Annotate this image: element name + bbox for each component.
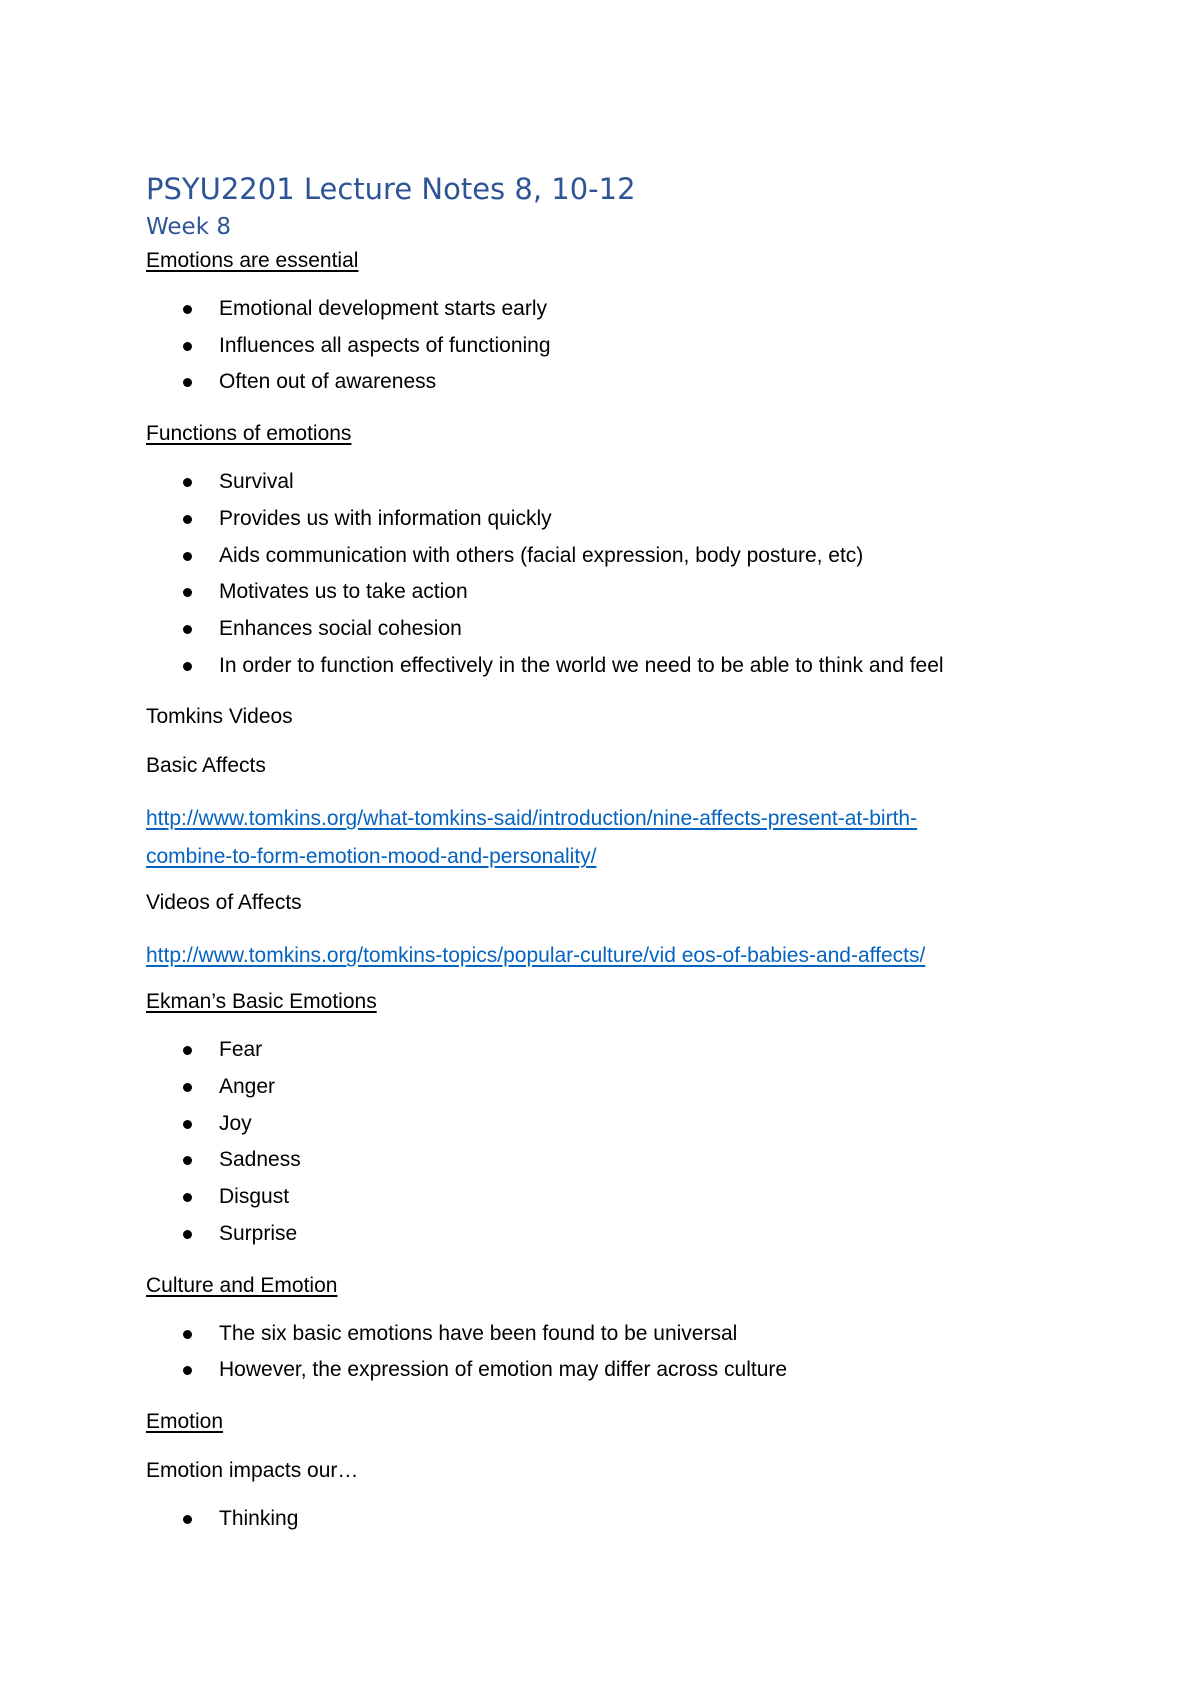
ekman-list <box>146 1032 1076 1252</box>
list-item: Influences all aspects of functioning <box>146 328 1076 365</box>
list-item: Fear <box>146 1032 1076 1069</box>
list-item: Joy <box>146 1106 1076 1143</box>
list-item: Provides us with information quickly <box>146 501 1076 538</box>
bullet-icon <box>183 305 192 314</box>
bullet-icon <box>183 662 192 671</box>
list-item: Thinking <box>146 1501 1076 1538</box>
culture-list <box>146 1316 1076 1389</box>
list-item: The six basic emotions have been found to be universal <box>146 1316 1076 1353</box>
list-item: Disgust <box>146 1179 1076 1216</box>
list-item: Survival <box>146 464 1076 501</box>
list-item: In order to function effectively in the world we need to be able to think and feel <box>146 648 1076 685</box>
bullet-icon <box>183 378 192 387</box>
basic-affects-label: Basic Affects <box>146 754 266 778</box>
functions-list <box>146 464 1076 684</box>
section-heading-functions: Functions of emotions <box>146 422 352 446</box>
bullet-icon <box>183 478 192 487</box>
list-item: However, the expression of emotion may differ across culture <box>146 1352 1076 1389</box>
bullet-icon <box>183 1330 192 1339</box>
list-item: Often out of awareness <box>146 364 1076 401</box>
basic-affects-link-line-1[interactable]: http://www.tomkins.org/what-tomkins-said/introduction/nine-affects-present-at-birth- <box>146 807 918 831</box>
bullet-icon <box>183 1156 192 1165</box>
list-item: Aids communication with others (facial expression, body posture, etc) <box>146 538 1076 575</box>
bullet-icon <box>183 1046 192 1055</box>
basic-affects-link-line-2[interactable]: combine-to-form-emotion-mood-and-personality/ <box>146 845 597 869</box>
essential-list <box>146 291 1076 401</box>
bullet-icon <box>183 552 192 561</box>
list-item: Enhances social cohesion <box>146 611 1076 648</box>
bullet-icon <box>183 1120 192 1129</box>
bullet-icon <box>183 1230 192 1239</box>
bullet-icon <box>183 1193 192 1202</box>
document-title: PSYU2201 Lecture Notes 8, 10-12 <box>146 172 636 206</box>
section-heading-emotion: Emotion <box>146 1409 224 1433</box>
week-subtitle: Week 8 <box>146 214 231 240</box>
videos-of-affects-link[interactable]: http://www.tomkins.org/tomkins-topics/popular-culture/vid eos-of-babies-and-affects/ <box>146 944 926 968</box>
section-heading-essential: Emotions are essential <box>146 249 359 272</box>
list-item: Motivates us to take action <box>146 574 1076 611</box>
emotion-intro: Emotion impacts our… <box>146 1458 359 1482</box>
section-heading-culture: Culture and Emotion <box>146 1273 338 1297</box>
bullet-icon <box>183 1515 192 1524</box>
document-page <box>146 168 1076 1556</box>
videos-of-affects-label: Videos of Affects <box>146 891 302 915</box>
bullet-icon <box>183 515 192 524</box>
bullet-icon <box>183 1083 192 1092</box>
list-item: Emotional development starts early <box>146 291 1076 328</box>
section-heading-ekman: Ekman’s Basic Emotions <box>146 990 377 1014</box>
bullet-icon <box>183 588 192 597</box>
list-item: Sadness <box>146 1142 1076 1179</box>
bullet-icon <box>183 1366 192 1375</box>
emotion-list <box>146 1501 1076 1538</box>
list-item: Anger <box>146 1069 1076 1106</box>
tomkins-videos-label: Tomkins Videos <box>146 705 293 729</box>
list-item: Surprise <box>146 1216 1076 1253</box>
bullet-icon <box>183 625 192 634</box>
bullet-icon <box>183 342 192 351</box>
videos-link-block[interactable] <box>146 937 1076 975</box>
basic-affects-link-block[interactable] <box>146 800 1076 876</box>
